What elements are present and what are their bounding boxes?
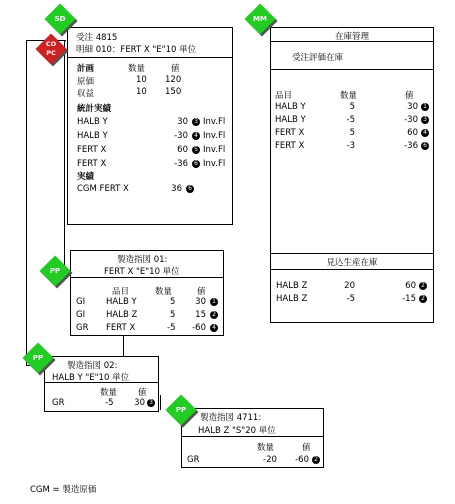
movement-type: GI bbox=[76, 297, 86, 307]
inventory-row-item: HALB Z bbox=[276, 294, 308, 304]
inventory-row-val: -30 bbox=[404, 115, 418, 125]
actual-heading: 実績 bbox=[77, 172, 95, 182]
inventory-row-qty: 20 bbox=[344, 281, 355, 291]
plan-row-label: 収益 bbox=[77, 89, 95, 99]
inventory-row-qty: -5 bbox=[346, 294, 355, 304]
actual-row-val: 36 bbox=[171, 184, 182, 194]
inventory-title: 在庫管理 bbox=[334, 32, 369, 42]
movement-val: 30 bbox=[134, 398, 145, 408]
movement-type: GR bbox=[76, 323, 89, 333]
step-number-icon: 3 bbox=[192, 118, 200, 126]
stat-row-tag: Inv.Fl bbox=[203, 117, 226, 127]
step-number-icon: 6 bbox=[186, 185, 194, 193]
production-order-title: 製造指図 02: bbox=[67, 361, 118, 371]
pp-badge-icon: PP bbox=[175, 406, 187, 414]
divider bbox=[270, 253, 434, 254]
inventory-row-item: FERT X bbox=[275, 128, 305, 138]
movement-qty: -5 bbox=[167, 323, 176, 333]
step-number-icon: 3 bbox=[421, 116, 429, 124]
step-number-icon: 5 bbox=[192, 146, 200, 154]
sd-badge-icon: SD bbox=[54, 15, 66, 23]
divider bbox=[270, 269, 434, 270]
pp-badge-icon: PP bbox=[49, 267, 61, 275]
stat-row-tag: Inv.Fl bbox=[203, 159, 226, 169]
inventory-row-qty: -3 bbox=[346, 141, 355, 151]
movement-val: -60 bbox=[295, 455, 309, 465]
col-header-val: 値 bbox=[197, 287, 206, 297]
col-header-val: 値 bbox=[302, 443, 311, 453]
inventory-subtitle: 受注評価在庫 bbox=[292, 53, 344, 63]
plan-row-qty: 10 bbox=[136, 87, 147, 97]
stat-row-tag: Inv.Fl bbox=[203, 131, 226, 141]
copc-badge-line2: PC bbox=[46, 49, 56, 57]
step-number-icon: 4 bbox=[192, 132, 200, 140]
step-number-icon: 6 bbox=[421, 142, 429, 150]
copc-badge-icon bbox=[40, 40, 62, 58]
production-order-title: 製造指図 4711: bbox=[200, 413, 262, 423]
sales-order-title: 受注 4815 bbox=[76, 33, 118, 43]
footnote: CGM = 製造原価 bbox=[30, 485, 97, 495]
step-number-icon: 1 bbox=[421, 103, 429, 111]
stat-row-val: 60 bbox=[177, 145, 188, 155]
movement-val: -60 bbox=[192, 323, 206, 333]
divider bbox=[181, 436, 324, 437]
movement-val: 30 bbox=[195, 297, 206, 307]
connector-line bbox=[64, 40, 65, 272]
stat-row-label: FERT X bbox=[77, 145, 107, 155]
stat-row-label: HALB Y bbox=[77, 131, 108, 141]
col-header-qty: 数量 bbox=[155, 287, 173, 297]
movement-item: HALB Z bbox=[106, 310, 138, 320]
inventory-row-item: HALB Y bbox=[275, 115, 306, 125]
inventory-row-item: HALB Y bbox=[275, 102, 306, 112]
inventory-row-val: -36 bbox=[404, 141, 418, 151]
stat-row-val: -30 bbox=[174, 131, 188, 141]
plan-row-qty: 10 bbox=[136, 75, 147, 85]
col-header-val: 値 bbox=[405, 91, 414, 101]
mm-badge-icon: MM bbox=[253, 15, 267, 23]
stat-row-label: HALB Y bbox=[77, 117, 108, 127]
step-number-icon: 3 bbox=[147, 399, 155, 407]
step-number-icon: 2 bbox=[419, 282, 427, 290]
divider bbox=[67, 57, 233, 58]
step-number-icon: 2 bbox=[312, 456, 320, 464]
sales-order-item: 明細 010：FERT X "E"10 単位 bbox=[76, 45, 197, 55]
col-header-item: 品目 bbox=[275, 91, 293, 101]
movement-val: 15 bbox=[195, 310, 206, 320]
actual-row-label: CGM FERT X bbox=[77, 184, 129, 194]
plan-row-val: 120 bbox=[165, 75, 182, 85]
production-order-material: FERT X "E"10 単位 bbox=[104, 267, 180, 277]
movement-qty: 5 bbox=[170, 297, 176, 307]
divider bbox=[44, 382, 159, 383]
step-number-icon: 2 bbox=[419, 295, 427, 303]
inventory-row-item: FERT X bbox=[275, 141, 305, 151]
col-header-val: 値 bbox=[138, 388, 147, 398]
connector-line bbox=[160, 395, 161, 410]
plan-qty-header: 数量 bbox=[128, 64, 146, 74]
step-number-icon: 6 bbox=[192, 160, 200, 168]
step-number-icon: 2 bbox=[210, 311, 218, 319]
step-number-icon: 4 bbox=[210, 324, 218, 332]
inventory-row-qty: 5 bbox=[349, 102, 355, 112]
divider bbox=[270, 41, 434, 42]
stat-row-val: -36 bbox=[174, 159, 188, 169]
plan-val-header: 値 bbox=[171, 64, 180, 74]
inventory-row-val: 60 bbox=[405, 281, 416, 291]
stat-row-label: FERT X bbox=[77, 159, 107, 169]
step-number-icon: 1 bbox=[210, 298, 218, 306]
inventory-box bbox=[270, 27, 434, 323]
plan-heading: 計画 bbox=[77, 64, 95, 74]
divider bbox=[270, 69, 434, 70]
col-header-qty: 数量 bbox=[100, 388, 118, 398]
stat-row-val: 30 bbox=[177, 117, 188, 127]
plan-row-label: 原価 bbox=[77, 77, 95, 87]
pp-badge-icon: PP bbox=[32, 354, 44, 362]
production-order-material: HALB Y "E"10 単位 bbox=[52, 373, 130, 383]
movement-type: GR bbox=[187, 455, 200, 465]
movement-item: HALB Y bbox=[106, 297, 137, 307]
movement-item: FERT X bbox=[106, 323, 136, 333]
inventory-row-val: -15 bbox=[402, 294, 416, 304]
movement-type: GI bbox=[76, 310, 86, 320]
inventory-row-qty: -5 bbox=[346, 115, 355, 125]
mts-stock-title: 見込生産在庫 bbox=[326, 258, 378, 268]
inventory-row-item: HALB Z bbox=[276, 281, 308, 291]
movement-qty: -5 bbox=[105, 398, 114, 408]
movement-qty: -20 bbox=[263, 455, 277, 465]
step-number-icon: 4 bbox=[421, 129, 429, 137]
production-order-material: HALB Z "S"20 単位 bbox=[198, 426, 276, 436]
copc-badge-line1: CO bbox=[45, 40, 57, 48]
inventory-row-qty: 5 bbox=[349, 128, 355, 138]
stat-row-tag: Inv.Fl bbox=[203, 145, 226, 155]
plan-row-val: 150 bbox=[165, 87, 182, 97]
col-header-qty: 数量 bbox=[340, 91, 358, 101]
production-order-title: 製造指図 01: bbox=[117, 255, 168, 265]
col-header-qty: 数量 bbox=[257, 443, 275, 453]
stat-heading: 統計実績 bbox=[77, 104, 112, 114]
inventory-row-val: 30 bbox=[407, 102, 418, 112]
divider bbox=[70, 277, 224, 278]
movement-type: GR bbox=[52, 398, 65, 408]
movement-qty: 5 bbox=[170, 310, 176, 320]
col-header-item: 品目 bbox=[112, 287, 130, 297]
connector-line bbox=[26, 40, 27, 365]
inventory-row-val: 60 bbox=[407, 128, 418, 138]
